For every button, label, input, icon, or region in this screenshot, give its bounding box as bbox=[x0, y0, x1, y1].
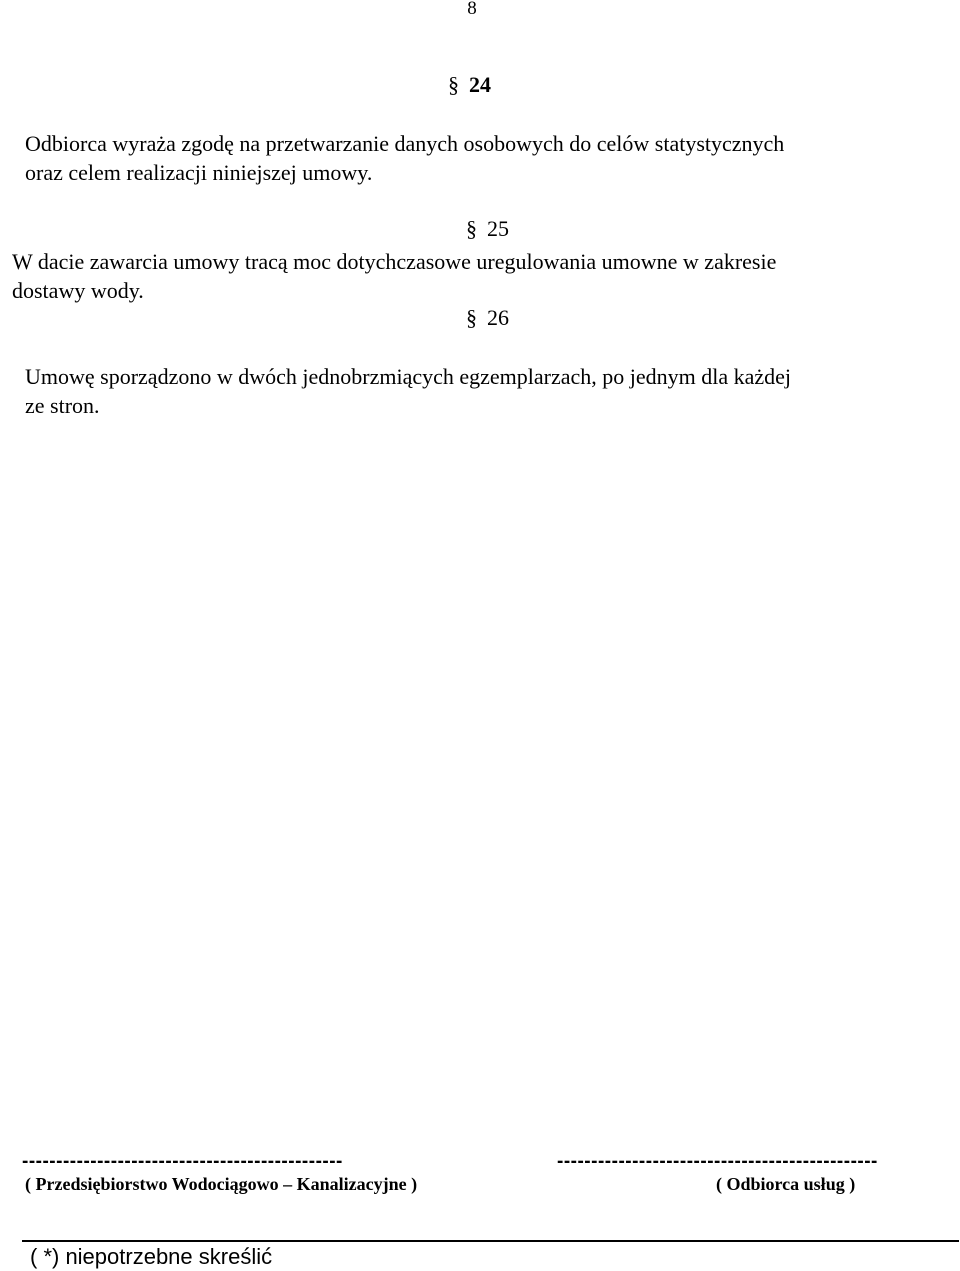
section-24-paragraph bbox=[25, 129, 784, 187]
section-symbol: § bbox=[466, 305, 477, 330]
paragraph-line: W dacie zawarcia umowy tracą moc dotychczasowe uregulowania umowne w zakresie bbox=[12, 249, 777, 274]
page-number: 8 bbox=[467, 0, 477, 19]
section-25-paragraph bbox=[12, 247, 776, 305]
section-symbol: § bbox=[466, 216, 477, 241]
paragraph-line: ze stron. bbox=[25, 393, 100, 418]
section-number: 24 bbox=[469, 72, 491, 97]
signature-line-left: ----------------------------------------------- bbox=[22, 1151, 343, 1172]
footnote-divider bbox=[22, 1240, 959, 1242]
signature-line-right: ----------------------------------------------- bbox=[557, 1151, 878, 1172]
paragraph-line: dostawy wody. bbox=[12, 278, 144, 303]
signature-label-right: ( Odbiorca usług ) bbox=[716, 1174, 856, 1194]
section-number: 25 bbox=[487, 216, 509, 241]
paragraph-line: oraz celem realizacji niniejszej umowy. bbox=[25, 160, 373, 185]
footnote: ( *) niepotrzebne skreślić bbox=[30, 1244, 273, 1269]
section-heading-26 bbox=[466, 305, 509, 331]
section-symbol: § bbox=[448, 72, 459, 97]
section-26-paragraph bbox=[25, 362, 791, 420]
paragraph-line: Odbiorca wyraża zgodę na przetwarzanie danych osobowych do celów statystycznych bbox=[25, 131, 785, 156]
section-heading-24 bbox=[448, 72, 491, 98]
paragraph-line: Umowę sporządzono w dwóch jednobrzmiących egzemplarzach, po jednym dla każdej bbox=[25, 364, 792, 389]
section-heading-25 bbox=[466, 216, 509, 242]
signature-label-left: ( Przedsiębiorstwo Wodociągowo – Kanalizacyjne ) bbox=[25, 1174, 418, 1194]
section-number: 26 bbox=[487, 305, 509, 330]
